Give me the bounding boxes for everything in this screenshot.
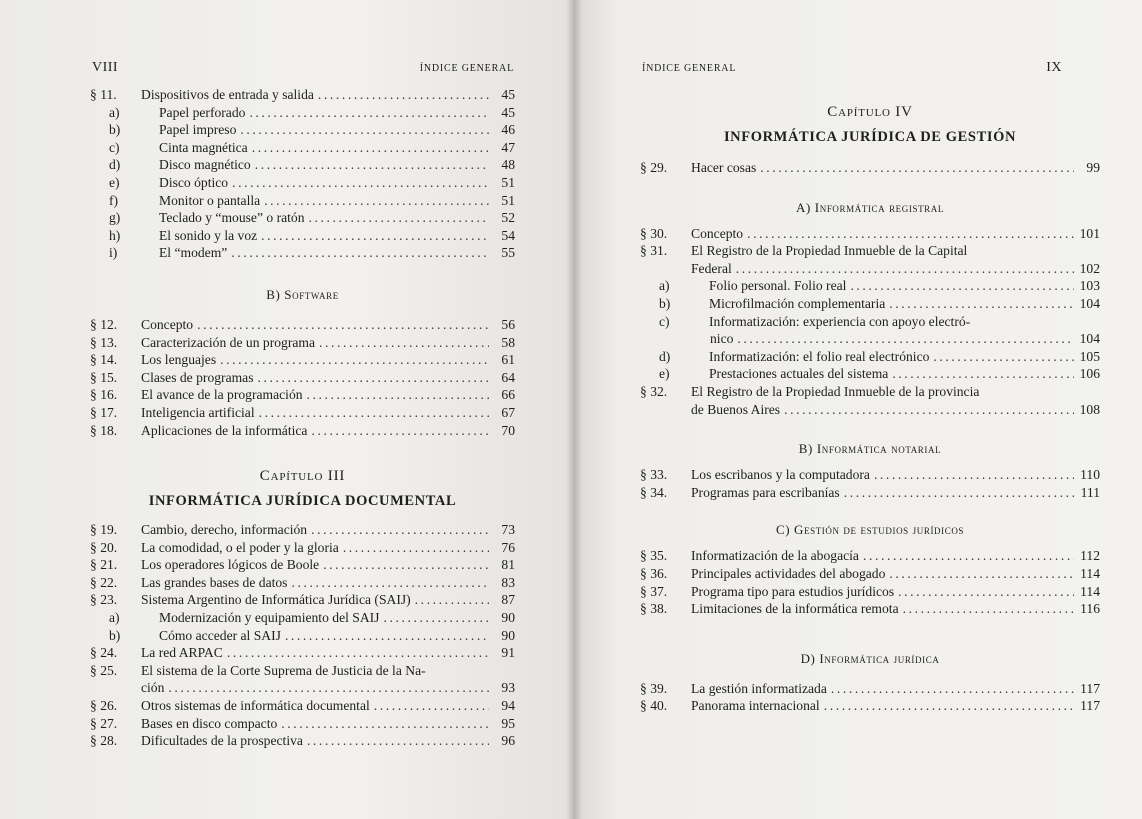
entry-title: Bases en disco compacto: [141, 715, 278, 731]
dot-leader: [892, 366, 1074, 382]
page-ref: 104: [1079, 331, 1100, 347]
entry-title: Teclado y “mouse” o ratón: [159, 210, 305, 226]
section-heading: [640, 522, 1100, 538]
entry-title: Aplicaciones de la informática: [141, 422, 308, 438]
dot-leader: [285, 628, 489, 644]
subsection-letter: e): [659, 366, 670, 382]
toc-block: [90, 317, 515, 440]
page-ref: 101: [1079, 225, 1100, 241]
entry-title: Concepto: [141, 316, 194, 332]
section-number: § 40.: [640, 698, 668, 714]
toc-block: [640, 226, 1100, 420]
toc-block: [90, 87, 515, 263]
toc-column-left: [90, 87, 515, 751]
page-ref: 52: [501, 210, 515, 226]
entry-title: Monitor o pantalla: [159, 192, 261, 208]
dot-leader: [933, 349, 1074, 365]
toc-entry: [90, 140, 515, 158]
page-ref: 117: [1080, 680, 1100, 696]
section-letter: D): [800, 650, 816, 666]
page-ref: 90: [501, 610, 515, 626]
dot-leader: [889, 566, 1074, 582]
entry-title: Cómo acceder al SAIJ: [159, 627, 281, 643]
entry-title: Otros sistemas de informática documental: [141, 698, 370, 714]
toc-entry: [640, 160, 1100, 178]
entry-title: Panorama internacional: [691, 698, 820, 714]
page-ref: 111: [1080, 484, 1100, 500]
dot-leader: [831, 681, 1074, 697]
entry-title: Los escribanos y la computadora: [691, 467, 870, 483]
dot-leader: [232, 175, 489, 191]
section-number: § 27.: [90, 715, 118, 731]
section-number: § 18.: [90, 422, 118, 438]
dot-leader: [258, 370, 490, 386]
page-ref: 51: [501, 192, 515, 208]
toc-block: [640, 467, 1100, 502]
toc-block: [640, 160, 1100, 178]
entry-title: La red ARPAC: [141, 645, 223, 661]
toc-entry: [90, 370, 515, 388]
dot-leader: [291, 575, 489, 591]
dot-leader: [168, 680, 489, 696]
section-title: Gestión de estudios jurídicos: [794, 522, 965, 538]
dot-leader: [231, 245, 489, 261]
subsection-label: [90, 140, 159, 156]
dot-leader: [220, 352, 489, 368]
toc-entry: [90, 87, 515, 105]
section-number: § 16.: [90, 387, 118, 403]
entry-title: El avance de la programación: [141, 387, 303, 403]
toc-entry: [90, 193, 515, 211]
dot-leader: [311, 423, 489, 439]
section-title: Informática jurídica: [819, 650, 940, 666]
page-ref: 106: [1079, 366, 1100, 382]
subsection-letter: d): [659, 348, 671, 364]
toc-entry: [90, 540, 515, 558]
page-ref: 87: [501, 592, 515, 608]
entry-title: Las grandes bases de datos: [141, 574, 288, 590]
page-ref: 117: [1080, 698, 1100, 714]
page-ref: 66: [501, 387, 515, 403]
toc-entry: [640, 681, 1100, 699]
section-title: Informática notarial: [816, 441, 942, 457]
toc-entry: [640, 226, 1100, 244]
dot-leader: [323, 557, 489, 573]
section-number: § 39.: [640, 680, 668, 696]
page-ref: 95: [501, 715, 515, 731]
toc-entry: [90, 733, 515, 751]
section-number: § 33.: [640, 467, 668, 483]
toc-entry-continued: [640, 261, 1100, 279]
section-letter: A): [796, 199, 811, 215]
section-number: § 19.: [90, 522, 118, 538]
toc-entry: [90, 522, 515, 540]
toc-entry: [90, 387, 515, 405]
dot-leader: [309, 210, 489, 226]
dot-leader: [249, 105, 489, 121]
page-ref: 83: [501, 574, 515, 590]
page-ref: 45: [501, 104, 515, 120]
section-letter: B): [266, 286, 281, 302]
toc-block: [640, 548, 1100, 618]
section-number: § 38.: [640, 601, 668, 617]
toc-column-right: [640, 84, 1100, 716]
dot-leader: [737, 331, 1074, 347]
page-ref: 47: [501, 139, 515, 155]
toc-entry: [90, 575, 515, 593]
toc-entry: [90, 175, 515, 193]
dot-leader: [383, 610, 489, 626]
entry-title: Disco magnético: [159, 157, 251, 173]
toc-entry-continued: [640, 331, 1100, 349]
page-ref: 51: [501, 174, 515, 190]
page-ref: 90: [501, 627, 515, 643]
entry-title: Dispositivos de entrada y salida: [141, 87, 314, 102]
toc-entry: [90, 352, 515, 370]
toc-entry: [640, 314, 1100, 332]
section-heading: [640, 441, 1100, 457]
toc-entry: [90, 610, 515, 628]
toc-entry: [90, 423, 515, 441]
section-number: § 14.: [90, 352, 118, 368]
page-ref: 108: [1079, 401, 1100, 417]
section-number: § 20.: [90, 539, 118, 555]
section-number: § 35.: [640, 548, 668, 564]
page-ref: 61: [501, 352, 515, 368]
toc-entry: [640, 566, 1100, 584]
toc-entry: [90, 317, 515, 335]
dot-leader: [824, 698, 1074, 714]
toc-entry: [90, 122, 515, 140]
page-ref: 54: [501, 227, 515, 243]
section-number: § 25.: [90, 662, 118, 678]
subsection-letter: e): [109, 174, 120, 190]
section-number: § 30.: [640, 225, 668, 241]
toc-entry: [90, 210, 515, 228]
entry-title: La gestión informatizada: [691, 680, 827, 696]
dot-leader: [736, 261, 1074, 277]
entry-title-continued: Federal: [691, 260, 732, 276]
toc-entry: [90, 405, 515, 423]
toc-entry: [640, 296, 1100, 314]
entry-title: Informatización de la abogacía: [691, 548, 859, 564]
entry-title: Los operadores lógicos de Boole: [141, 557, 320, 573]
subsection-label: [90, 105, 159, 121]
page-number: IX: [1046, 60, 1062, 75]
entry-title: Dificultades de la prospectiva: [141, 733, 303, 749]
entry-title: Inteligencia artificial: [141, 404, 255, 420]
entry-title: Papel perforado: [159, 104, 246, 120]
subsection-letter: d): [109, 157, 121, 173]
page-ref: 45: [501, 87, 515, 102]
dot-leader: [307, 387, 489, 403]
toc-block: [640, 681, 1100, 716]
dot-leader: [374, 698, 489, 714]
subsection-label: [640, 278, 709, 294]
dot-leader: [307, 733, 489, 749]
page-ref: 114: [1080, 565, 1100, 581]
page-ref: 103: [1079, 278, 1100, 294]
entry-title: La comodidad, o el poder y la gloria: [141, 539, 339, 555]
section-number: § 22.: [90, 574, 118, 590]
entry-title: Sistema Argentino de Informática Jurídica (SAIJ): [141, 592, 411, 608]
page-ref: 99: [1086, 160, 1100, 175]
dot-leader: [197, 317, 489, 333]
entry-title: Informatización: el folio real electrónico: [709, 348, 930, 364]
entry-title: El Registro de la Propiedad Inmueble de la provincia: [691, 383, 980, 399]
page-ref: 81: [501, 557, 515, 573]
subsection-letter: b): [109, 627, 121, 643]
subsection-label: [90, 245, 159, 261]
page-ref: 73: [501, 522, 515, 538]
entry-title: Modernización y equipamiento del SAIJ: [159, 610, 380, 626]
page-ref: 46: [501, 122, 515, 138]
running-head: ÍNDICE GENERAL: [642, 63, 737, 74]
dot-leader: [264, 193, 489, 209]
section-letter: C): [775, 522, 791, 538]
subsection-label: [640, 349, 709, 365]
right-page: [574, 0, 1142, 819]
section-number: § 28.: [90, 733, 118, 749]
page-ref: 96: [501, 733, 515, 749]
toc-entry: [90, 628, 515, 646]
section-heading: [90, 287, 515, 303]
entry-title: Programas para escribanías: [691, 484, 840, 500]
page-ref: 93: [501, 680, 515, 696]
toc-block: [90, 522, 515, 751]
dot-leader: [415, 592, 489, 608]
dot-leader: [898, 584, 1074, 600]
page-ref: 58: [501, 334, 515, 350]
page-ref: 110: [1080, 467, 1100, 483]
page-ref: 91: [501, 645, 515, 661]
toc-entry: [640, 384, 1100, 402]
toc-entry: [640, 601, 1100, 619]
dot-leader: [318, 87, 489, 103]
entry-title: Programa tipo para estudios jurídicos: [691, 583, 895, 599]
subsection-label: [90, 228, 159, 244]
toc-entry: [90, 663, 515, 681]
toc-entry: [640, 366, 1100, 384]
subsection-letter: a): [109, 610, 120, 626]
section-number: § 13.: [90, 334, 118, 350]
dot-leader: [863, 548, 1074, 564]
entry-title: El Registro de la Propiedad Inmueble de la Capital: [691, 243, 968, 259]
section-number: § 15.: [90, 369, 118, 385]
subsection-label: [90, 210, 159, 226]
dot-leader: [784, 402, 1074, 418]
section-number: § 26.: [90, 698, 118, 714]
running-head: ÍNDICE GENERAL: [419, 63, 514, 74]
subsection-letter: a): [109, 104, 120, 120]
dot-leader: [844, 485, 1074, 501]
entry-title: El sistema de la Corte Suprema de Justicia de la Na-: [141, 662, 426, 678]
subsection-letter: a): [659, 278, 670, 294]
section-title: Software: [284, 286, 339, 302]
dot-leader: [261, 228, 489, 244]
subsection-label: [90, 175, 159, 191]
page-ref: 105: [1079, 348, 1100, 364]
chapter-title: INFORMÁTICA JURÍDICA DE GESTIÓN: [723, 129, 1017, 145]
toc-entry-continued: [640, 402, 1100, 420]
toc-entry: [640, 584, 1100, 602]
entry-title-continued: nico: [710, 331, 734, 347]
section-number: § 21.: [90, 557, 118, 573]
page-ref: 116: [1080, 601, 1100, 617]
toc-entry: [640, 278, 1100, 296]
toc-entry: [90, 557, 515, 575]
entry-title: Cambio, derecho, información: [141, 522, 308, 538]
dot-leader: [259, 405, 489, 421]
entry-title: Concepto: [691, 225, 744, 241]
dot-leader: [227, 645, 489, 661]
subsection-letter: b): [109, 122, 121, 138]
toc-entry: [90, 716, 515, 734]
toc-entry: [640, 243, 1100, 261]
toc-entry: [90, 592, 515, 610]
subsection-label: [90, 610, 159, 626]
dot-leader: [760, 160, 1074, 176]
dot-leader: [319, 335, 489, 351]
section-number: § 24.: [90, 645, 118, 661]
subsection-letter: h): [109, 227, 121, 243]
toc-entry: [90, 157, 515, 175]
entry-title: Folio personal. Folio real: [709, 278, 847, 294]
subsection-letter: c): [659, 313, 670, 329]
page-number: VIII: [92, 60, 119, 75]
entry-title: Papel impreso: [159, 122, 237, 138]
entry-title: Cinta magnética: [159, 139, 248, 155]
dot-leader: [252, 140, 489, 156]
entry-title: Disco óptico: [159, 174, 229, 190]
section-number: § 37.: [640, 583, 668, 599]
subsection-letter: c): [109, 139, 120, 155]
entry-title: Clases de programas: [141, 369, 254, 385]
section-number: § 17.: [90, 404, 118, 420]
page-ref: 104: [1079, 295, 1100, 311]
entry-title: Prestaciones actuales del sistema: [709, 366, 889, 382]
toc-entry: [90, 228, 515, 246]
dot-leader: [903, 601, 1074, 617]
subsection-label: [90, 193, 159, 209]
toc-entry: [90, 245, 515, 263]
page-ref: 76: [501, 539, 515, 555]
dot-leader: [281, 716, 489, 732]
chapter-title: INFORMÁTICA JURÍDICA DOCUMENTAL: [148, 493, 457, 510]
page-ref: 70: [501, 422, 515, 438]
dot-leader: [255, 157, 489, 173]
toc-entry: [640, 485, 1100, 503]
section-number: § 29.: [640, 160, 668, 175]
toc-entry: [90, 698, 515, 716]
chapter-label: Capítulo IV: [827, 104, 913, 120]
entry-title: El “modem”: [159, 245, 228, 261]
entry-title: El sonido y la voz: [159, 227, 258, 243]
chapter-label: Capítulo III: [259, 468, 346, 485]
entry-title: Caracterización de un programa: [141, 334, 315, 350]
page-ref: 55: [501, 245, 515, 261]
section-number: § 23.: [90, 592, 118, 608]
section-number: § 36.: [640, 565, 668, 581]
section-number: § 31.: [640, 243, 668, 259]
page-ref: 64: [501, 369, 515, 385]
page-ref: 56: [501, 316, 515, 332]
toc-entry: [90, 335, 515, 353]
toc-entry: [90, 105, 515, 123]
dot-leader: [240, 122, 489, 138]
subsection-label: [640, 366, 709, 382]
section-number: § 12.: [90, 316, 118, 332]
subsection-letter: f): [109, 192, 119, 208]
page-ref: 94: [501, 698, 515, 714]
dot-leader: [343, 540, 489, 556]
toc-entry: [640, 698, 1100, 716]
section-number: § 32.: [640, 383, 668, 399]
dot-leader: [889, 296, 1074, 312]
entry-title: Hacer cosas: [691, 160, 757, 175]
toc-entry: [90, 645, 515, 663]
subsection-label: [90, 157, 159, 173]
toc-entry: [640, 349, 1100, 367]
toc-entry: [640, 467, 1100, 485]
section-number: § 11.: [90, 87, 117, 102]
dot-leader: [874, 467, 1074, 483]
page-ref: 67: [501, 404, 515, 420]
section-heading: [640, 200, 1100, 216]
entry-title: Principales actividades del abogado: [691, 565, 886, 581]
entry-title: Limitaciones de la informática remota: [691, 601, 899, 617]
page-ref: 114: [1080, 583, 1100, 599]
subsection-label: [640, 314, 709, 330]
page-ref: 102: [1079, 260, 1100, 276]
entry-title: Los lenguajes: [141, 352, 217, 368]
section-letter: B): [798, 441, 813, 457]
dot-leader: [311, 522, 489, 538]
subsection-letter: i): [109, 245, 118, 261]
page-ref: 48: [501, 157, 515, 173]
section-number: § 34.: [640, 484, 668, 500]
entry-title: Microfilmación complementaria: [709, 295, 886, 311]
subsection-label: [90, 122, 159, 138]
toc-entry: [640, 548, 1100, 566]
subsection-letter: g): [109, 210, 121, 226]
section-title: Informática registral: [814, 199, 944, 215]
section-heading: [640, 651, 1100, 667]
entry-title: Informatización: experiencia con apoyo electró-: [709, 313, 971, 329]
page-ref: 112: [1080, 548, 1100, 564]
dot-leader: [747, 226, 1074, 242]
entry-title-continued: ción: [141, 680, 165, 696]
toc-entry-continued: [90, 680, 515, 698]
entry-title-continued: de Buenos Aires: [691, 401, 781, 417]
subsection-letter: b): [659, 295, 671, 311]
subsection-label: [90, 628, 159, 644]
dot-leader: [850, 278, 1074, 294]
subsection-label: [640, 296, 709, 312]
